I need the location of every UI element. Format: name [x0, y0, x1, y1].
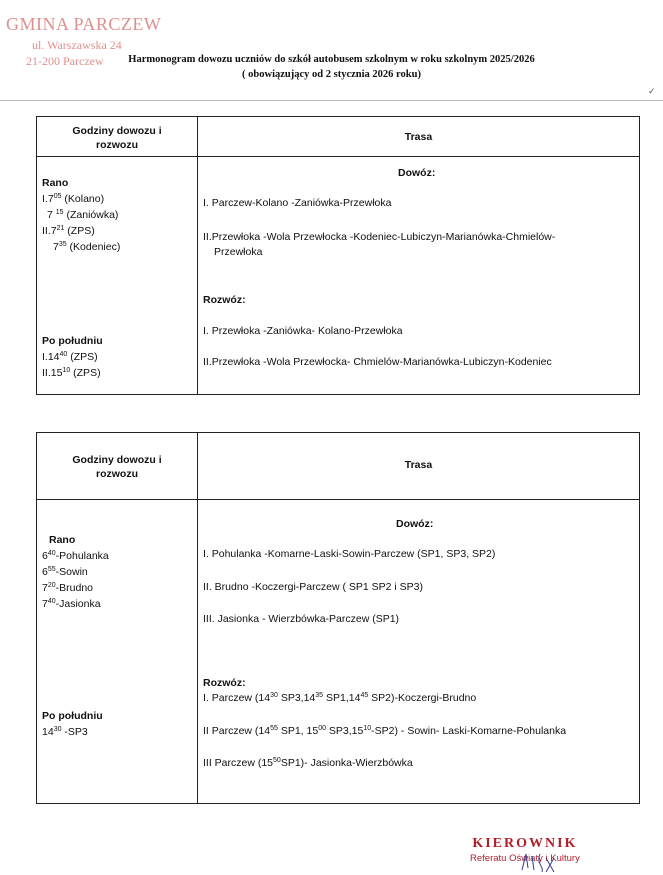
table1-morning-label: Rano: [42, 177, 69, 189]
table1-time-4: $7^{35}$ (Kodeniec): [53, 241, 121, 253]
table2-time-3: $7^{20}$-Brudno: [42, 582, 93, 594]
signature-title: KIEROWNIK: [472, 836, 578, 851]
handwritten-signature-icon: [518, 850, 578, 874]
table1-afternoon-label: Po południu: [42, 335, 103, 347]
title-line: Harmonogram dowozu uczniów do szkół autobusem szkolnym w roku szkolnym 2025/2026: [128, 54, 535, 65]
table2-time-2: $6^{55}$-Sowin: [42, 566, 88, 578]
table2-rozwoz-route-2: II Parczew ($14^{55}$ SP1, $15^{00}$ SP3,15$^{10}$-SP2) - Sowin- Laski-Komarne-Pohulanka: [203, 725, 567, 737]
schedule-table-1: [36, 116, 640, 395]
table1-dowoz-route-2: II.Przewłoka -Wola Przewłocka -Kodeniec-Lubiczyn-Marianówka-Chmielów-: [203, 231, 556, 243]
table2-col2-header: Trasa: [198, 433, 640, 500]
table2-dowoz-label: Dowóz:: [396, 518, 434, 530]
tick-mark-icon: ✓: [648, 86, 656, 96]
header-divider: [0, 100, 663, 101]
table2-rozwoz-route-1: I. Parczew ($14^{30}$ SP3,14$^{35}$ SP1,14$^{45}$ SP2)-Koczergi-Brudno: [203, 692, 477, 704]
table2-dowoz-route-1: I. Pohulanka -Komarne-Laski-Sowin-Parczew (SP1, SP3, SP2): [203, 548, 496, 560]
table2-col1-header: Godziny dowozu i rozwozu: [37, 433, 198, 500]
stamp-line-3: 21-200 Parczew: [26, 54, 104, 68]
table1-rozwoz-route-1: I. Przewłoka -Zaniówka- Kolano-Przewłoka: [203, 325, 403, 337]
table2-time-4: $7^{40}$-Jasionka: [42, 598, 101, 610]
subtitle-line: ( obowiązujący od 2 stycznia 2026 roku): [242, 69, 421, 80]
table1-time-1: $I.7^{05}$ (Kolano): [42, 193, 105, 205]
signature-subtitle: Referatu Oświaty i Kultury: [470, 853, 580, 864]
table1-rozwoz-label: Rozwóz:: [203, 294, 246, 306]
table1-time-3: $II.7^{21}$ (ZPS): [42, 225, 95, 237]
table1-col2-header: Trasa: [198, 117, 640, 157]
table2-dowoz-route-2: II. Brudno -Koczergi-Parczew ( SP1 SP2 i SP3): [203, 581, 424, 593]
table1-rozwoz-route-2: II.Przewłoka -Wola Przewłocka- Chmielów-Marianówka-Lubiczyn-Kodeniec: [203, 356, 552, 368]
table1-time-6: $II.15^{10}$ (ZPS): [42, 367, 101, 379]
stamp-line-1: GMINA PARCZEW: [6, 14, 162, 34]
schedule-table-2: [36, 432, 640, 804]
table1-dowoz-route-1: I. Parczew-Kolano -Zaniówka-Przewłoka: [203, 197, 392, 209]
table2-time-5: $14^{30}$ -SP3: [42, 726, 88, 738]
table1-col1-header: Godziny dowozu i rozwozu: [37, 117, 198, 157]
table2-time-1: $6^{40}$-Pohulanka: [42, 550, 109, 562]
table2-routes-cell: [198, 500, 640, 804]
table1-time-2: 7 $^{15}$ (Zaniówka): [47, 209, 119, 221]
stamp-line-2: ul. Warszawska 24: [32, 38, 122, 52]
table1-time-5: $I.14^{40}$ (ZPS): [42, 351, 98, 363]
table2-rozwoz-label: Rozwóz:: [203, 677, 246, 689]
table1-times-cell: [37, 157, 198, 395]
table2-dowoz-route-3: III. Jasionka - Wierzbówka-Parczew (SP1): [203, 613, 400, 625]
table2-times-cell: [37, 500, 198, 804]
document-title: [0, 52, 663, 82]
table2-morning-label: Rano: [49, 534, 76, 546]
table1-routes-cell: [198, 157, 640, 395]
table2-afternoon-label: Po południu: [42, 710, 103, 722]
table1-dowoz-route-2-cont: Przewłoka: [214, 246, 263, 258]
table1-dowoz-label: Dowóz:: [398, 167, 436, 179]
table2-rozwoz-route-3: III Parczew $(15^{50}SP1)-$ Jasionka-Wierzbówka: [203, 757, 413, 769]
